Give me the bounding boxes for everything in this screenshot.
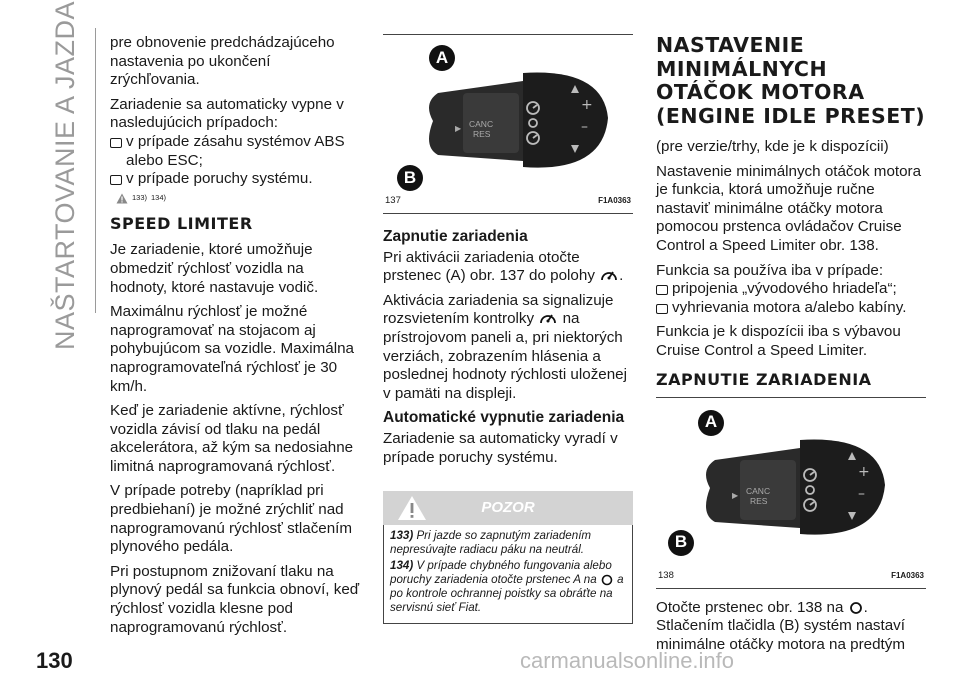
marker-b: B [397, 165, 423, 191]
chapter-divider [95, 28, 96, 313]
chapter-title: NAŠTARTOVANIE A JAZDA [50, 0, 81, 350]
paragraph: pre obnovenie predchádzajúceho nastavenia po ukončení zrýchľovania. [110, 34, 335, 89]
bullet-box-icon [656, 285, 668, 295]
svg-text:–: – [581, 119, 588, 135]
paragraph: V prípade potreby (napríklad pri predbiehaní) je možné zrýchliť nad naprogramovanú rýchlosť stlačením plynového pedála. [110, 482, 353, 556]
bullet-box-icon [110, 138, 122, 148]
button-label-res: RES [750, 495, 768, 506]
column-2 [383, 34, 633, 624]
paragraph: Funkcia je k dispozícii iba s výbavou Cruise Control a Speed Limiter. [656, 323, 901, 359]
paragraph: Aktivácia zariadenia sa signalizuje rozsvietením kontrolky na prístrojovom paneli a, pri niektorých verziách, zobrazením hlásenia a poslednej hodnoty rýchlosti uloženej v pamäti na displeji. [383, 291, 628, 402]
figure-code: F1A0363 [598, 196, 631, 206]
ring-off-position-icon [601, 574, 613, 586]
warning-references: 133) 134) [116, 189, 360, 208]
page-number: 130 [36, 648, 73, 673]
paragraph: Zariadenie sa automaticky vypne v nasledujúcich prípadoch: [110, 95, 344, 132]
warning-note: 133) Pri jazde so zapnutým zariadením nepresúvajte radiacu páku na neutrál. [390, 529, 592, 557]
list-item: v prípade poruchy systému. [110, 170, 360, 189]
paragraph: Je zariadenie, ktoré umožňuje obmedziť rýchlosť vozidla na hodnoty, ktoré nastavuje vodič. [110, 241, 319, 296]
speed-limiter-warning-light-icon [539, 310, 557, 326]
marker-a: A [698, 410, 724, 436]
column-1 [110, 34, 360, 643]
marker-b: B [668, 530, 694, 556]
list-item: vyhrievania motora a/alebo kabíny. [656, 299, 926, 318]
figure-138 [656, 397, 926, 589]
paragraph: Otočte prstenec obr. 138 na . [656, 598, 868, 616]
warning-title: POZOR [481, 498, 535, 516]
warning-note: 134) V prípade chybného fungovania alebo poruchy zariadenia otočte prstenec A na a po kontrole ochrannej poistky sa obráťte na servisnú sieť Fiat. [390, 559, 624, 615]
column-3 [656, 34, 926, 660]
svg-text:▶: ▶ [732, 490, 739, 500]
subsection-title-activation: Zapnutie zariadenia [383, 228, 528, 245]
paragraph: Funkcia sa používa iba v prípade: [656, 261, 884, 279]
warning-box-body [383, 525, 633, 624]
svg-text:▶: ▶ [455, 124, 462, 133]
paragraph: Maximálnu rýchlosť je možné naprogramovať na stojacom aj pohybujúcom sa vozidle. Maximálna naprogramovateľná rýchlosť je 30 km/h. [110, 303, 354, 395]
control-stalk-illustration [403, 63, 613, 193]
bullet-box-icon [110, 175, 122, 185]
figure-code: F1A0363 [891, 570, 924, 580]
watermark: carmanualsonline.info [520, 648, 735, 673]
control-stalk-illustration [680, 430, 890, 560]
warning-triangle-icon [397, 495, 427, 521]
list-item: pripojenia „vývodového hriadeľa“; [656, 280, 926, 299]
paragraph: Keď je zariadenie aktívne, rýchlosť vozidla závisí od tlaku na pedál akcelerátora, až kým sa nedosiahne limitná naprogramovaná rýchlosť. [110, 402, 354, 475]
button-label-res: RES [473, 129, 491, 139]
ring-off-position-icon [849, 601, 863, 615]
paragraph: Stlačením tlačidla (B) systém nastaví minimálne otáčky motora na predtým [656, 617, 906, 653]
button-label-canc: CANC [746, 485, 771, 496]
figure-137 [383, 34, 633, 214]
button-label-canc: CANC [469, 119, 494, 129]
paragraph: Nastavenie minimálnych otáčok motora je funkcia, ktorá umožňuje ručne nastaviť minimálne otáčky motora pomocou prstenca ovládačov Cruise Control a Speed Limiter obr. 138. [656, 162, 922, 254]
section-title-speed-limiter: SPEED LIMITER [110, 214, 253, 234]
section-title-engine-idle-preset: NASTAVENIE MINIMÁLNYCH OTÁČOK MOTORA (ENGINE IDLE PRESET) [656, 33, 926, 128]
svg-text:–: – [858, 485, 865, 502]
bullet-box-icon [656, 304, 668, 314]
subsection-title-activation: ZAPNUTIE ZARIADENIA [656, 369, 872, 389]
marker-a: A [429, 45, 455, 71]
paragraph: Zariadenie sa automaticky vyradí v prípade poruchy systému. [383, 429, 618, 466]
list-item: v prípade zásahu systémov ABS alebo ESC; [110, 133, 360, 170]
subsection-title-auto-off: Automatické vypnutie zariadenia [383, 409, 625, 427]
speed-limiter-icon [600, 267, 618, 283]
warning-box-header [383, 491, 633, 525]
figure-number: 137 [385, 195, 401, 207]
svg-text:+: + [581, 97, 593, 113]
warning-triangle-icon [116, 193, 128, 204]
figure-number: 138 [658, 569, 674, 581]
paragraph: Pri aktivácii zariadenia otočte prstenec (A) obr. 137 do polohy . [383, 248, 624, 285]
svg-text:+: + [858, 463, 870, 480]
paragraph: (pre verzie/trhy, kde je k dispozícii) [656, 138, 889, 155]
paragraph: Pri postupnom znižovaní tlaku na plynový pedál sa funkcia obnoví, keď rýchlosť vozidla klesne pod naprogramovanú rýchlosť. [110, 562, 360, 636]
